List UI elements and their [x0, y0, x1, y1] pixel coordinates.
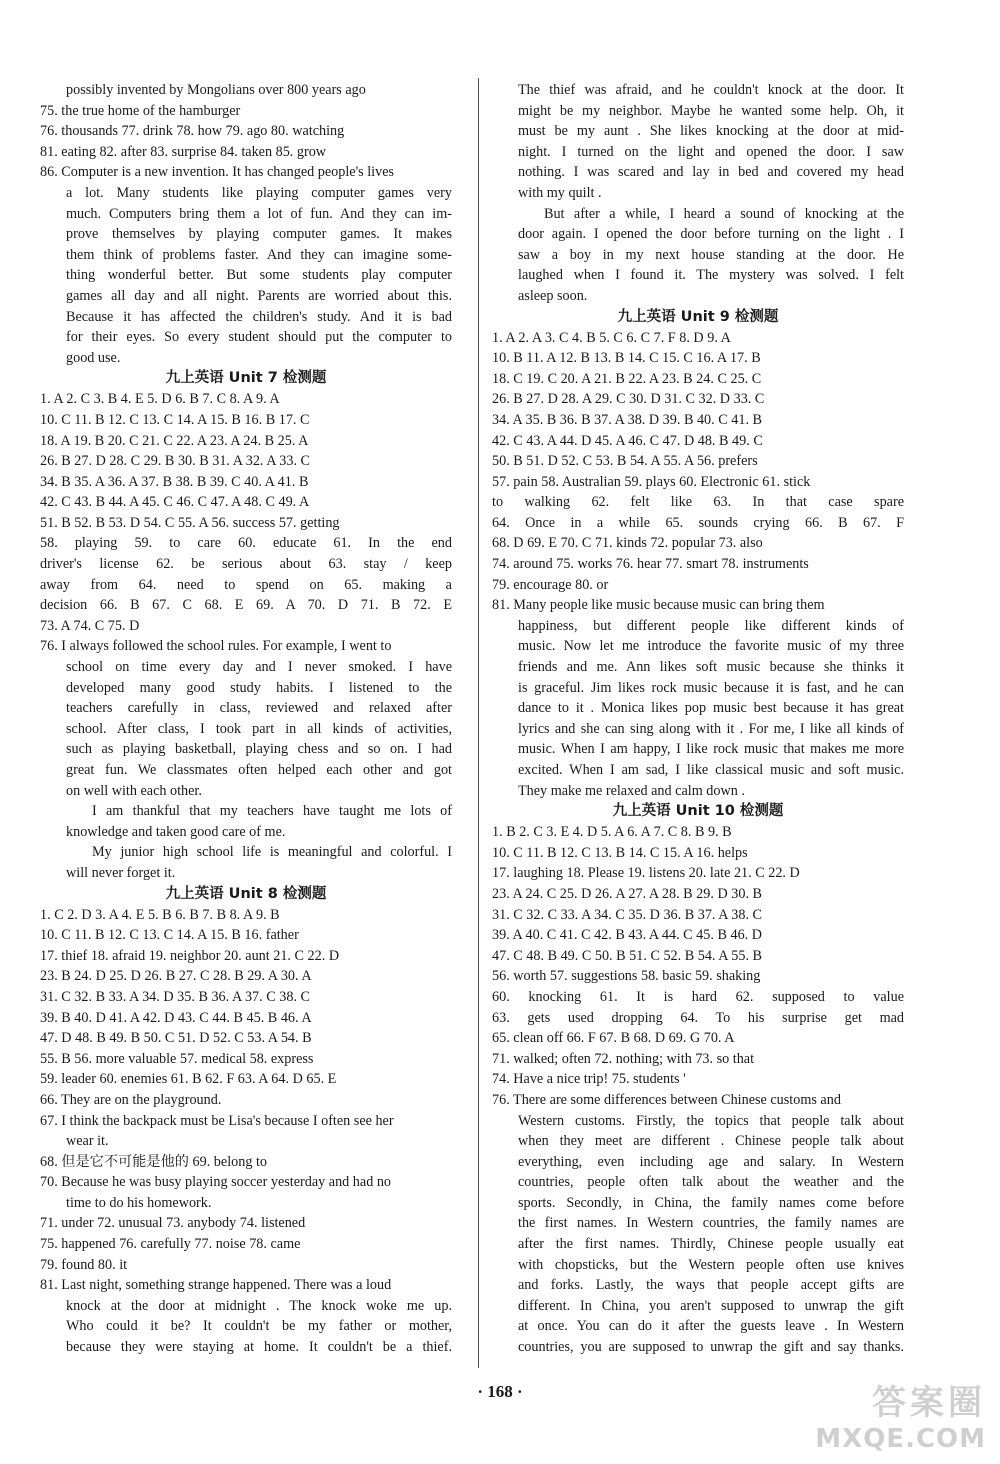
text-line: 1. A 2. C 3. B 4. E 5. D 6. B 7. C 8. A 9. A: [40, 391, 280, 408]
text-line: 68. 但是它不可能是他的 69. belong to: [40, 1153, 267, 1170]
text-line: prove themselves by playing computer games. It makes: [66, 226, 452, 243]
text-line: 31. C 32. C 33. A 34. C 35. D 36. B 37. A 38. C: [492, 906, 762, 923]
text-line: different. In China, you aren't supposed to unwrap the gift: [518, 1297, 904, 1314]
text-line: The thief was afraid, and he couldn't knock at the door. It: [518, 82, 904, 98]
text-line: asleep soon.: [518, 287, 588, 304]
text-line: 23. B 24. D 25. D 26. B 27. C 28. B 29. A 30. A: [40, 968, 312, 985]
text-line: 66. They are on the playground.: [40, 1091, 222, 1108]
text-line: 39. B 40. D 41. A 42. D 43. C 44. B 45. B 46. A: [40, 1009, 312, 1026]
text-line: 23. A 24. C 25. D 26. A 27. A 28. B 29. D 30. B: [492, 885, 762, 902]
section-heading: 九上英语 Unit 8 检测题: [165, 885, 327, 902]
text-line: 42. C 43. A 44. D 45. A 46. C 47. D 48. B 49. C: [492, 432, 763, 449]
section-heading: 九上英语 Unit 10 检测题: [612, 803, 784, 820]
text-line: lyrics and she can sing along with it . For me, I like all kinds of: [518, 720, 904, 737]
page-number: · 168 ·: [477, 1382, 523, 1401]
text-line: They make me relaxed and calm down .: [518, 782, 745, 799]
text-line: door again. I opened the door before turning on the light . I: [518, 226, 904, 243]
text-line: a lot. Many students like playing computer games very: [66, 184, 452, 201]
text-line: decision 66. B 67. C 68. E 69. A 70. D 71. B 72. E: [40, 597, 452, 614]
text-line: 64. Once in a while 65. sounds crying 66. B 67. F: [492, 514, 904, 531]
section-heading: 九上英语 Unit 7 检测题: [165, 370, 327, 387]
text-line: 26. B 27. D 28. C 29. B 30. B 31. A 32. A 33. C: [40, 453, 310, 470]
text-line: 74. Have a nice trip! 75. students ': [492, 1071, 686, 1088]
text-line: 81. eating 82. after 83. surprise 84. taken 85. grow: [40, 143, 327, 160]
text-line: 55. B 56. more valuable 57. medical 58. express: [40, 1050, 314, 1067]
text-line: But after a while, I heard a sound of knocking at the: [544, 205, 904, 222]
text-line: 42. C 43. B 44. A 45. C 46. C 47. A 48. C 49. A: [40, 494, 310, 511]
text-line: everything, even including age and salary. In Western: [518, 1153, 904, 1170]
text-line: friends and me. Ann likes soft music because she thinks it: [518, 659, 904, 676]
text-line: 34. B 35. A 36. A 37. B 38. B 39. C 40. A 41. B: [40, 473, 309, 490]
right-column: [492, 80, 904, 1358]
text-line: after the first names. Thirdly, Chinese people usually eat: [518, 1236, 904, 1253]
text-line: thing wonderful better. But some students play computer: [66, 267, 452, 284]
text-line: 39. A 40. C 41. C 42. B 43. A 44. C 45. B 46. D: [492, 927, 762, 944]
text-line: them think of problems faster. And they can imagine some-: [66, 246, 452, 263]
text-line: night. I turned on the light and opened the door. I saw: [518, 143, 904, 160]
text-line: on well with each other.: [66, 782, 202, 799]
text-line: 76. There are some differences between Chinese customs and: [492, 1091, 841, 1108]
text-line: developed many good study habits. I listened to the: [66, 679, 452, 696]
text-line: 63. gets used dropping 64. To his surprise get mad: [492, 1009, 904, 1026]
text-line: sports. Secondly, in China, the family names come before: [518, 1194, 904, 1211]
text-line: 68. D 69. E 70. C 71. kinds 72. popular 73. also: [492, 535, 763, 552]
text-line: countries, you are supposed to unwrap the gift and say thanks.: [518, 1339, 904, 1356]
text-line: must be my aunt . She likes knocking at the door at mid-: [518, 123, 904, 140]
text-line: 73. A 74. C 75. D: [40, 617, 140, 634]
text-line: teachers carefully in class, reviewed and relaxed after: [66, 700, 452, 717]
text-line: 1. C 2. D 3. A 4. E 5. B 6. B 7. B 8. A 9. B: [40, 906, 280, 923]
text-line: 67. I think the backpack must be Lisa's because I often see her: [40, 1112, 394, 1129]
column-divider: [478, 78, 479, 1368]
text-line: because they were staying at home. It couldn't be a thief.: [66, 1339, 452, 1356]
text-line: great fun. We classmates often helped each other and got: [66, 762, 452, 778]
section-heading: 九上英语 Unit 9 检测题: [617, 308, 779, 325]
text-line: will never forget it.: [66, 864, 176, 881]
text-line: music. When I am happy, I like rock music that makes me more: [518, 741, 904, 758]
text-line: 79. encourage 80. or: [492, 576, 609, 593]
text-line: is graceful. Jim likes rock music because it is fast, and he can: [518, 679, 904, 696]
text-line: with chopsticks, but the Western people often use knives: [518, 1256, 904, 1273]
text-line: Who could it be? It couldn't be my father or mother,: [66, 1318, 452, 1335]
text-line: games all day and all night. Parents are worried about this.: [66, 287, 452, 304]
text-line: when they meet are different . Chinese people talk about: [518, 1133, 904, 1150]
text-line: 76. thousands 77. drink 78. how 79. ago 80. watching: [40, 123, 345, 140]
text-line: 50. B 51. D 52. C 53. B 54. A 55. A 56. prefers: [492, 453, 758, 470]
text-line: countries, people often talk about the weather and the: [518, 1174, 904, 1191]
text-line: 86. Computer is a new invention. It has changed people's lives: [40, 164, 395, 181]
text-line: knock at the door at midnight . The knock woke me up.: [66, 1297, 452, 1314]
text-line: Western customs. Firstly, the topics that people talk about: [518, 1112, 904, 1129]
text-line: dance to it . Monica likes pop music best because it has great: [518, 700, 904, 717]
text-line: 70. Because he was busy playing soccer yesterday and had no: [40, 1174, 392, 1191]
text-line: 58. playing 59. to care 60. educate 61. In the end: [40, 535, 452, 552]
text-line: 10. B 11. A 12. B 13. B 14. C 15. C 16. A 17. B: [492, 350, 761, 367]
text-line: such as playing basketball, playing chess and so on. I had: [66, 741, 452, 758]
text-line: 60. knocking 61. It is hard 62. supposed to value: [492, 988, 904, 1005]
text-line: 59. leader 60. enemies 61. B 62. F 63. A 64. D 65. E: [40, 1071, 337, 1088]
text-line: I am thankful that my teachers have taught me lots of: [92, 803, 452, 820]
text-line: saw a boy in my next house standing at the door. He: [518, 246, 904, 263]
text-line: 57. pain 58. Australian 59. plays 60. Electronic 61. stick: [492, 473, 811, 490]
text-line: away from 64. need to spend on 65. making a: [40, 576, 452, 593]
watermark-line1: 答案圈: [872, 1383, 986, 1423]
text-line: 79. found 80. it: [40, 1256, 128, 1273]
text-line: 18. A 19. B 20. C 21. C 22. A 23. A 24. B 25. A: [40, 432, 309, 449]
text-line: music. Now let me introduce the favorite music of my three: [518, 638, 904, 655]
text-line: 47. C 48. B 49. C 50. B 51. C 52. B 54. A 55. B: [492, 947, 762, 964]
text-line: for their eyes. So every student should put the computer to: [66, 329, 452, 346]
text-line: 76. I always followed the school rules. For example, I went to: [40, 638, 392, 655]
watermark-logo: [815, 1375, 986, 1454]
text-line: 26. B 27. D 28. A 29. C 30. D 31. C 32. D 33. C: [492, 391, 765, 408]
text-line: 1. A 2. A 3. C 4. B 5. C 6. C 7. F 8. D 9. A: [492, 329, 731, 346]
text-line: excited. When I am sad, I like classical music and soft music.: [518, 762, 904, 778]
text-line: 10. C 11. B 12. C 13. C 14. A 15. B 16. father: [40, 927, 299, 944]
watermark-line2: MXQE.COM: [815, 1424, 986, 1454]
text-line: 56. worth 57. suggestions 58. basic 59. shaking: [492, 968, 761, 985]
text-line: 10. C 11. B 12. C 13. B 14. C 15. A 16. helps: [492, 844, 748, 861]
text-line: 71. under 72. unusual 73. anybody 74. listened: [40, 1215, 306, 1232]
text-line: 1. B 2. C 3. E 4. D 5. A 6. A 7. C 8. B 9. B: [492, 824, 732, 841]
text-line: 17. laughing 18. Please 19. listens 20. late 21. C 22. D: [492, 865, 800, 882]
text-line: school on time every day and I never smoked. I have: [66, 659, 452, 676]
text-line: 10. C 11. B 12. C 13. C 14. A 15. B 16. B 17. C: [40, 411, 310, 428]
text-line: much. Computers bring them a lot of fun. And they can im-: [66, 205, 452, 222]
text-line: 75. the true home of the hamburger: [40, 102, 241, 119]
text-line: 65. clean off 66. F 67. B 68. D 69. G 70. A: [492, 1030, 735, 1047]
text-line: might be my neighbor. Maybe he wanted some help. Oh, it: [518, 102, 904, 119]
text-line: 71. walked; often 72. nothing; with 73. so that: [492, 1050, 755, 1067]
text-line: 17. thief 18. afraid 19. neighbor 20. aunt 21. C 22. D: [40, 947, 340, 964]
left-column: [40, 80, 452, 1358]
text-line: 81. Last night, something strange happened. There was a loud: [40, 1277, 392, 1294]
text-line: at once. You can do it after the guests leave . In Western: [518, 1318, 904, 1335]
text-line: 81. Many people like music because music can bring them: [492, 597, 825, 614]
text-line: 31. C 32. B 33. A 34. D 35. B 36. A 37. C 38. C: [40, 988, 310, 1005]
text-line: possibly invented by Mongolians over 800 years ago: [66, 82, 366, 98]
text-line: good use.: [66, 349, 121, 366]
text-line: wear it.: [66, 1133, 109, 1150]
text-line: 75. happened 76. carefully 77. noise 78. came: [40, 1236, 301, 1253]
text-line: 74. around 75. works 76. hear 77. smart 78. instruments: [492, 556, 809, 573]
text-line: My junior high school life is meaningful and colorful. I: [92, 844, 452, 861]
text-line: the first names. In Western countries, the family names are: [518, 1215, 904, 1232]
text-line: laughed when I found it. The mystery was solved. I felt: [518, 267, 904, 284]
text-line: nothing. I was scared and lay in bed and covered my head: [518, 164, 904, 181]
text-line: 47. D 48. B 49. B 50. C 51. D 52. C 53. A 54. B: [40, 1030, 312, 1047]
text-line: driver's license 62. be serious about 63. stay / keep: [40, 556, 452, 573]
text-line: time to do his homework.: [66, 1194, 212, 1211]
text-line: school. After class, I took part in all kinds of activities,: [66, 720, 452, 737]
text-line: happiness, but different people like different kinds of: [518, 617, 904, 634]
text-line: and forks. Lastly, the ways that people accept gifts are: [518, 1277, 904, 1294]
text-line: 18. C 19. C 20. A 21. B 22. A 23. B 24. C 25. C: [492, 370, 762, 387]
text-line: Because it has affected the children's study. And it is bad: [66, 308, 452, 325]
text-line: knowledge and taken good care of me.: [66, 823, 286, 840]
text-line: with my quilt .: [518, 184, 602, 201]
text-line: 34. A 35. B 36. B 37. A 38. D 39. B 40. C 41. B: [492, 411, 762, 428]
text-line: 51. B 52. B 53. D 54. C 55. A 56. success 57. getting: [40, 514, 340, 531]
text-line: to walking 62. felt like 63. In that case spare: [492, 494, 904, 511]
